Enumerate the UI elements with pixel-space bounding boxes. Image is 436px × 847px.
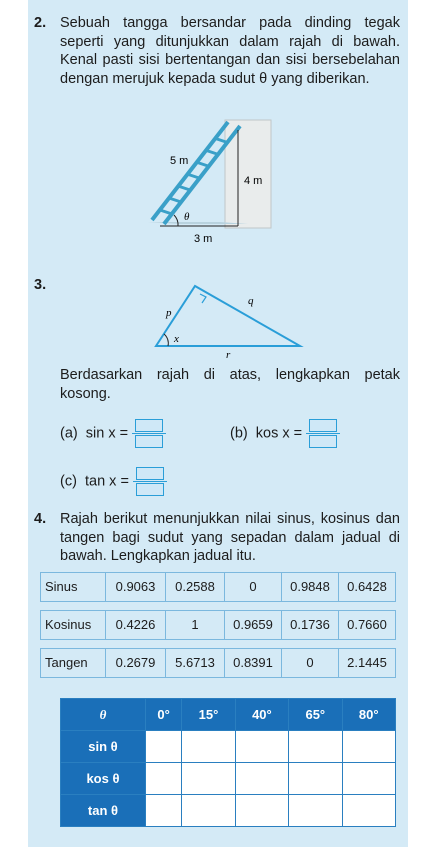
- sinus-row-label: Sinus: [40, 572, 106, 602]
- tangen-value[interactable]: 2.1445: [338, 648, 396, 678]
- sinus-value[interactable]: 0.9063: [105, 572, 166, 602]
- side-r-label: r: [226, 349, 231, 360]
- trig-answer-table: [60, 698, 396, 827]
- answer-cell[interactable]: [145, 795, 181, 827]
- sinus-value[interactable]: 0.9848: [281, 572, 339, 602]
- question-2-text: Sebuah tangga bersandar pada dinding tegak seperti yang ditunjukkan dalam rajah di bawah. Kenal pasti sisi bertentangan dan sisi bersebelahan dengan merujuk kepada sudut θ yang diberikan.: [60, 15, 400, 87]
- part-c-numerator-box[interactable]: [136, 467, 164, 480]
- sinus-value[interactable]: 0.2588: [165, 572, 225, 602]
- part-a: [60, 418, 230, 449]
- part-a-denominator-box[interactable]: [135, 435, 163, 448]
- answer-cell[interactable]: [182, 731, 235, 763]
- part-c-fraction: [133, 466, 167, 497]
- answer-cell[interactable]: [235, 795, 288, 827]
- side-q-label: q: [248, 295, 254, 307]
- table-row: [61, 731, 396, 763]
- part-c: [60, 466, 230, 497]
- table-row: [61, 795, 396, 827]
- kosinus-value[interactable]: 0.4226: [105, 610, 166, 640]
- tangen-value[interactable]: 0.8391: [224, 648, 282, 678]
- table-row: [61, 763, 396, 795]
- part-a-fraction: [132, 418, 166, 449]
- row-label-kos: kos θ: [61, 763, 146, 795]
- tangen-value[interactable]: 0.2679: [105, 648, 166, 678]
- part-a-tag: (a): [60, 425, 78, 442]
- question-4-text: Rajah berikut menunjukkan nilai sinus, kosinus dan tangen bagi sudut yang sepadan dalam jadual di bawah. Lengkapkan jadual itu.: [60, 511, 400, 564]
- sinus-row: [40, 572, 396, 602]
- part-b-numerator-box[interactable]: [309, 419, 337, 432]
- answer-cell[interactable]: [289, 731, 342, 763]
- part-b: [230, 418, 400, 449]
- answer-cell[interactable]: [145, 763, 181, 795]
- triangle-diagram: [150, 280, 310, 360]
- hypotenuse-label: 5 m: [170, 155, 189, 167]
- question-4-number: 4.: [34, 511, 47, 527]
- angle-x-label: x: [174, 333, 179, 345]
- angle-arc: [174, 215, 178, 226]
- answer-cell[interactable]: [182, 763, 235, 795]
- answer-cell[interactable]: [145, 731, 181, 763]
- sinus-value[interactable]: 0: [224, 572, 282, 602]
- answer-cell[interactable]: [235, 731, 288, 763]
- kosinus-value[interactable]: 0.9659: [224, 610, 282, 640]
- kosinus-value[interactable]: 0.1736: [281, 610, 339, 640]
- header-theta: θ: [61, 699, 146, 731]
- answer-cell[interactable]: [342, 731, 395, 763]
- kosinus-row: [40, 610, 396, 640]
- ladder-diagram: [140, 112, 280, 247]
- part-b-tag: (b): [230, 425, 248, 442]
- right-angle-mark: [200, 294, 206, 303]
- part-a-numerator-box[interactable]: [135, 419, 163, 432]
- tangen-row-label: Tangen: [40, 648, 106, 678]
- ladder-rungs: [160, 138, 226, 214]
- ladder-rail-left: [152, 122, 228, 220]
- part-b-denominator-box[interactable]: [309, 435, 337, 448]
- opposite-label: 4 m: [244, 175, 263, 187]
- question-2-number: 2.: [34, 15, 47, 31]
- answer-cell[interactable]: [289, 763, 342, 795]
- row-label-tan: tan θ: [61, 795, 146, 827]
- part-c-expr: tan x =: [84, 473, 129, 490]
- side-p-label: p: [166, 307, 172, 319]
- kosinus-value[interactable]: 0.7660: [338, 610, 396, 640]
- header-angle: 0°: [145, 699, 181, 731]
- tangen-row: [40, 648, 396, 678]
- answer-cell[interactable]: [289, 795, 342, 827]
- tangen-value[interactable]: 5.6713: [165, 648, 225, 678]
- header-angle: 15°: [182, 699, 235, 731]
- row-label-sin: sin θ: [61, 731, 146, 763]
- part-b-expr: kos x =: [255, 425, 303, 442]
- adjacent-label: 3 m: [194, 233, 213, 245]
- part-a-expr: sin x =: [85, 425, 129, 442]
- angle-x-arc: [164, 334, 168, 346]
- answer-cell[interactable]: [235, 763, 288, 795]
- answer-cell[interactable]: [342, 763, 395, 795]
- part-c-denominator-box[interactable]: [136, 483, 164, 496]
- header-angle: 65°: [289, 699, 342, 731]
- kosinus-value[interactable]: 1: [165, 610, 225, 640]
- tangen-value[interactable]: 0: [281, 648, 339, 678]
- header-angle: 40°: [235, 699, 288, 731]
- answer-cell[interactable]: [182, 795, 235, 827]
- sinus-value[interactable]: 0.6428: [338, 572, 396, 602]
- part-c-tag: (c): [60, 473, 77, 490]
- question-3-text: Berdasarkan rajah di atas, lengkapkan petak kosong.: [60, 367, 400, 402]
- answer-cell[interactable]: [342, 795, 395, 827]
- angle-label: θ: [184, 211, 190, 223]
- kosinus-row-label: Kosinus: [40, 610, 106, 640]
- question-3-number: 3.: [34, 277, 47, 293]
- header-angle: 80°: [342, 699, 395, 731]
- table-header-row: [61, 699, 396, 731]
- part-b-fraction: [306, 418, 340, 449]
